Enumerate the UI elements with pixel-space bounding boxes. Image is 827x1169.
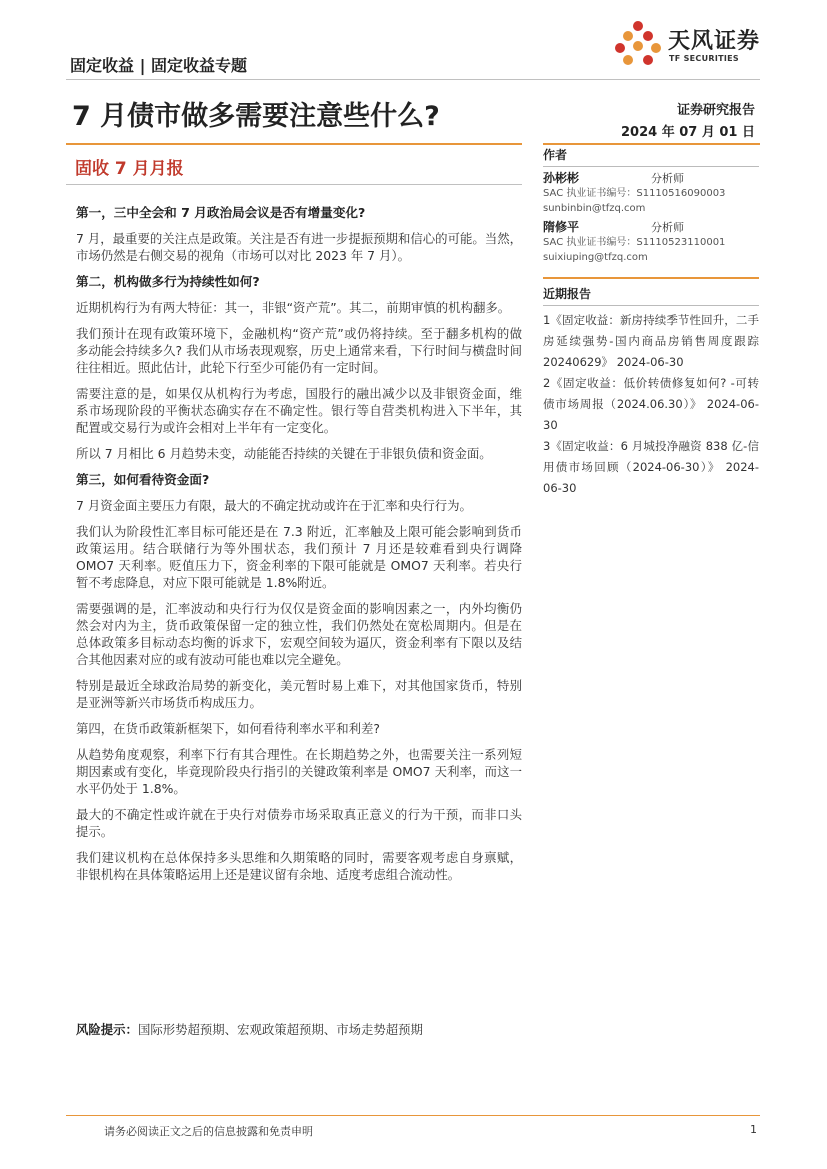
authors-heading: 作者 <box>543 144 759 167</box>
company-logo <box>608 18 768 74</box>
logo-mark-icon <box>608 18 666 74</box>
paragraph: 所以 7 月相比 6 月趋势未变，动能能否持续的关键在于非银负债和资金面。 <box>76 446 492 461</box>
paragraph: 需要强调的是，汇率波动和央行行为仅仅是资金面的影响因素之一，内外均衡仍然会对内为主，货币政策保留一定的独立性，我们仍然处在宽松周期内。但是在总体政策多目标动态均衡的诉求下，宏观空间较为逼仄，资金利率有下限以及结合其他因素对应的或有波动可能也难以完全避免。 <box>76 601 522 667</box>
recent-report-item[interactable]: 1《固定收益：新房持续季节性回升，二手房延续强势-国内商品房销售周度跟踪 20240629》 2024-06-30 <box>543 313 759 369</box>
paragraph: 7 月，最重要的关注点是政策。关注是否有进一步提振预期和信心的可能。当然，市场仍然是右侧交易的视角（市场可以对比 2023 年 7 月）。 <box>76 231 522 263</box>
recent-report-item[interactable]: 2《固定收益：低价转债修复如何? -可转债市场周报（2024.06.30）》 2024-06-30 <box>543 376 759 432</box>
report-title: 7 月债市做多需要注意些什么? <box>72 101 440 132</box>
author-name: 隋修平 <box>543 220 580 234</box>
section-heading: 第二，机构做多行为持续性如何? <box>76 274 260 289</box>
paragraph: 最大的不确定性或许就在于央行对债券市场采取真正意义的行为干预，而非口头提示。 <box>76 807 522 839</box>
paragraph: 我们认为阶段性汇率目标可能还是在 7.3 附近，汇率触及上限可能会影响到货币政策运用。结合联储行为等外围状态，我们预计 7 月还是较难看到央行调降 OMO7 天利率。贬值压力下，资金利率的下限可能就是 OMO7 天利率。若央行暂不考虑降息，对应下限可能就是 1.8%附近。 <box>76 524 522 590</box>
risk-text: 国际形势超预期、宏观政策超预期、市场走势超预期 <box>137 1022 423 1037</box>
logo-text-en: TF SECURITIES <box>669 54 739 63</box>
author-name: 孙彬彬 <box>543 171 580 185</box>
report-body <box>76 204 522 892</box>
paragraph: 第四，在货币政策新框架下，如何看待利率水平和利差? <box>76 721 380 736</box>
author-card <box>543 220 759 265</box>
risk-notice <box>76 1020 676 1038</box>
author-role: 分析师 <box>651 172 684 185</box>
logo-text-cn: 天风证券 <box>668 29 761 54</box>
subtitle-divider <box>66 184 522 185</box>
section-heading: 第一，三中全会和 7 月政治局会议是否有增量变化? <box>76 205 366 220</box>
report-subtitle: 固收 7 月月报 <box>75 159 184 179</box>
author-role: 分析师 <box>651 221 684 234</box>
paragraph: 我们预计在现有政策环境下，金融机构“资产荒”或仍将持续。至于翻多机构的做多动能会持续多久? 我们从市场表现观察，历史上通常来看，下行时间与横盘时间往往相近。照此估计，此轮下行至少可能仍有一定时间。 <box>76 326 522 375</box>
footer-divider <box>66 1115 760 1116</box>
risk-label: 风险提示： <box>76 1022 138 1037</box>
paragraph: 需要注意的是，如果仅从机构行为考虑，国股行的融出减少以及非银资金面，维系市场现阶段的平衡状态确实存在不确定性。银行等自营类机构进入下半年，其配置或交易行为或许会相对上半年有一定变化。 <box>76 386 522 435</box>
author-card <box>543 171 759 216</box>
header-divider <box>66 79 760 80</box>
paragraph: 特别是最近全球政治局势的新变化，美元暂时易上难下，对其他国家货币，特别是亚洲等新兴市场货币构成压力。 <box>76 678 522 710</box>
author-cert: SAC 执业证书编号：S1110516090003 <box>543 188 726 199</box>
paragraph: 7 月资金面主要压力有限，最大的不确定扰动或许在于汇率和央行行为。 <box>76 498 472 513</box>
recent-reports-heading: 近期报告 <box>543 277 759 306</box>
paragraph: 近期机构行为有两大特征：其一，非银“资产荒”。其二，前期审慎的机构翻多。 <box>76 300 511 315</box>
page-number: 1 <box>750 1123 757 1136</box>
paragraph: 我们建议机构在总体保持多头思维和久期策略的同时，需要客观考虑自身禀赋，非银机构在具体策略运用上还是建议留有余地、适度考虑组合流动性。 <box>76 850 522 882</box>
author-cert: SAC 执业证书编号：S1110523110001 <box>543 237 726 248</box>
section-heading: 第三，如何看待资金面? <box>76 472 210 487</box>
paragraph: 从趋势角度观察，利率下行有其合理性。在长期趋势之外，也需要关注一系列短期因素或有变化，毕竟现阶段央行指引的关键政策利率是 OMO7 天利率，而这一水平仍处于 1.8%。 <box>76 747 522 796</box>
author-email[interactable]: sunbinbin@tfzq.com <box>543 203 646 214</box>
sidebar <box>543 144 759 499</box>
recent-report-item[interactable]: 3《固定收益：6 月城投净融资 838 亿-信用债市场回顾（2024-06-30）》 2024-06-30 <box>543 439 759 495</box>
report-date: 2024 年 07 月 01 日 <box>621 125 755 140</box>
footer-disclaimer: 请务必阅读正文之后的信息披露和免责申明 <box>104 1125 313 1138</box>
author-email[interactable]: suixiuping@tfzq.com <box>543 252 648 263</box>
report-category: 固定收益 | 固定收益专题 <box>70 56 247 75</box>
title-divider <box>66 143 522 145</box>
report-type: 证券研究报告 <box>676 103 755 118</box>
